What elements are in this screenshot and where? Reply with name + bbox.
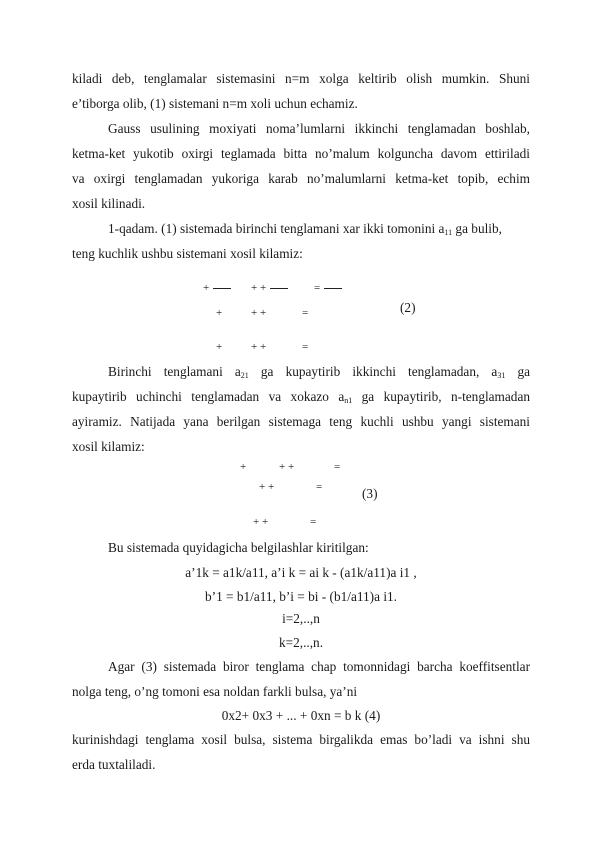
step1-line2: teng kuchlik ushbu sistemani xosil kilamiz: <box>72 246 303 261</box>
system2-row1: + <box>203 281 231 295</box>
equation-4: 0x2+ 0x3 + ... + 0xn = b k (4) <box>221 708 381 723</box>
notation-range-i: i=2,..,n <box>282 611 320 626</box>
para2-line3: va oxirgi tenglamadan yukoriga karab no’malumlarni ketma-ket topib, echim <box>72 171 530 186</box>
para2-line4: xosil kilinadi. <box>72 196 146 211</box>
system2-label: (2) <box>400 300 416 315</box>
notation-range-k: k=2,..,n. <box>278 635 324 650</box>
system3-row1: + <box>240 461 247 473</box>
notation-intro: Bu sistemada quyidagicha belgilashlar kiritilgan: <box>108 540 369 555</box>
para4-line3: kurinishdagi tenglama xosil bulsa, sistema birgalikda emas bo’ladi va ishni shu <box>72 732 530 747</box>
para3-line3: ayiramiz. Natijada yana berilgan sistemaga teng kuchli ushbu yangi sistemani <box>72 414 530 429</box>
para1-line1: kiladi deb, tenglamalar sistemasini n=m xolga keltirib olish mumkin. Shuni <box>72 71 530 86</box>
system3-row2: + + <box>259 481 275 493</box>
para2-line1: Gauss usulining moxiyati noma’lumlarni ikkinchi tenglamadan boshlab, <box>108 121 530 136</box>
para3-line1: Birinchi tenglamani $a_{21}$ ga kupaytirib ikkinchi tenglamadan, $a_{31}$ ga <box>108 364 530 380</box>
para2-line2: ketma-ket yukotib oxirgi teglamada bitta no’malum kolguncha davom ettiriladi <box>72 146 530 161</box>
system3-label: (3) <box>362 486 378 501</box>
step1-line1: 1-qadam. (1) sistemada birinchi tenglamani xar ikki tomonini $a_{11}$ ga bulib, <box>108 221 502 237</box>
para4-line1: Agar (3) sistemada biror tenglama chap tomonnidagi barcha koeffitsentlar <box>108 659 530 674</box>
para4-line2: nolga teng, o’ng tomoni esa noldan farkli bulsa, ya’ni <box>72 684 358 699</box>
notation-formula-2: b’1 = b1/a11, b’i = bi - (b1/a11)a i1. <box>205 589 397 604</box>
para3-line2: kupaytirib uchinchi tenglamadan va xokazo $a_{n1}$ ga kupaytirib, n-tenglamadan <box>72 389 531 405</box>
para3-line4: xosil kilamiz: <box>72 439 145 454</box>
system2-row3: + <box>216 341 223 353</box>
system3-row3: + + <box>253 516 269 528</box>
para1-line2: e’tiborga olib, (1) sistemani n=m xoli uchun echamiz. <box>72 96 358 111</box>
para4-line4: erda tuxtaliladi. <box>72 757 156 772</box>
system2-row2: + <box>216 307 223 319</box>
notation-formula-1: a’1k = a1k/a11, a’i k = ai k - (a1k/a11)a i1 , <box>185 565 417 580</box>
